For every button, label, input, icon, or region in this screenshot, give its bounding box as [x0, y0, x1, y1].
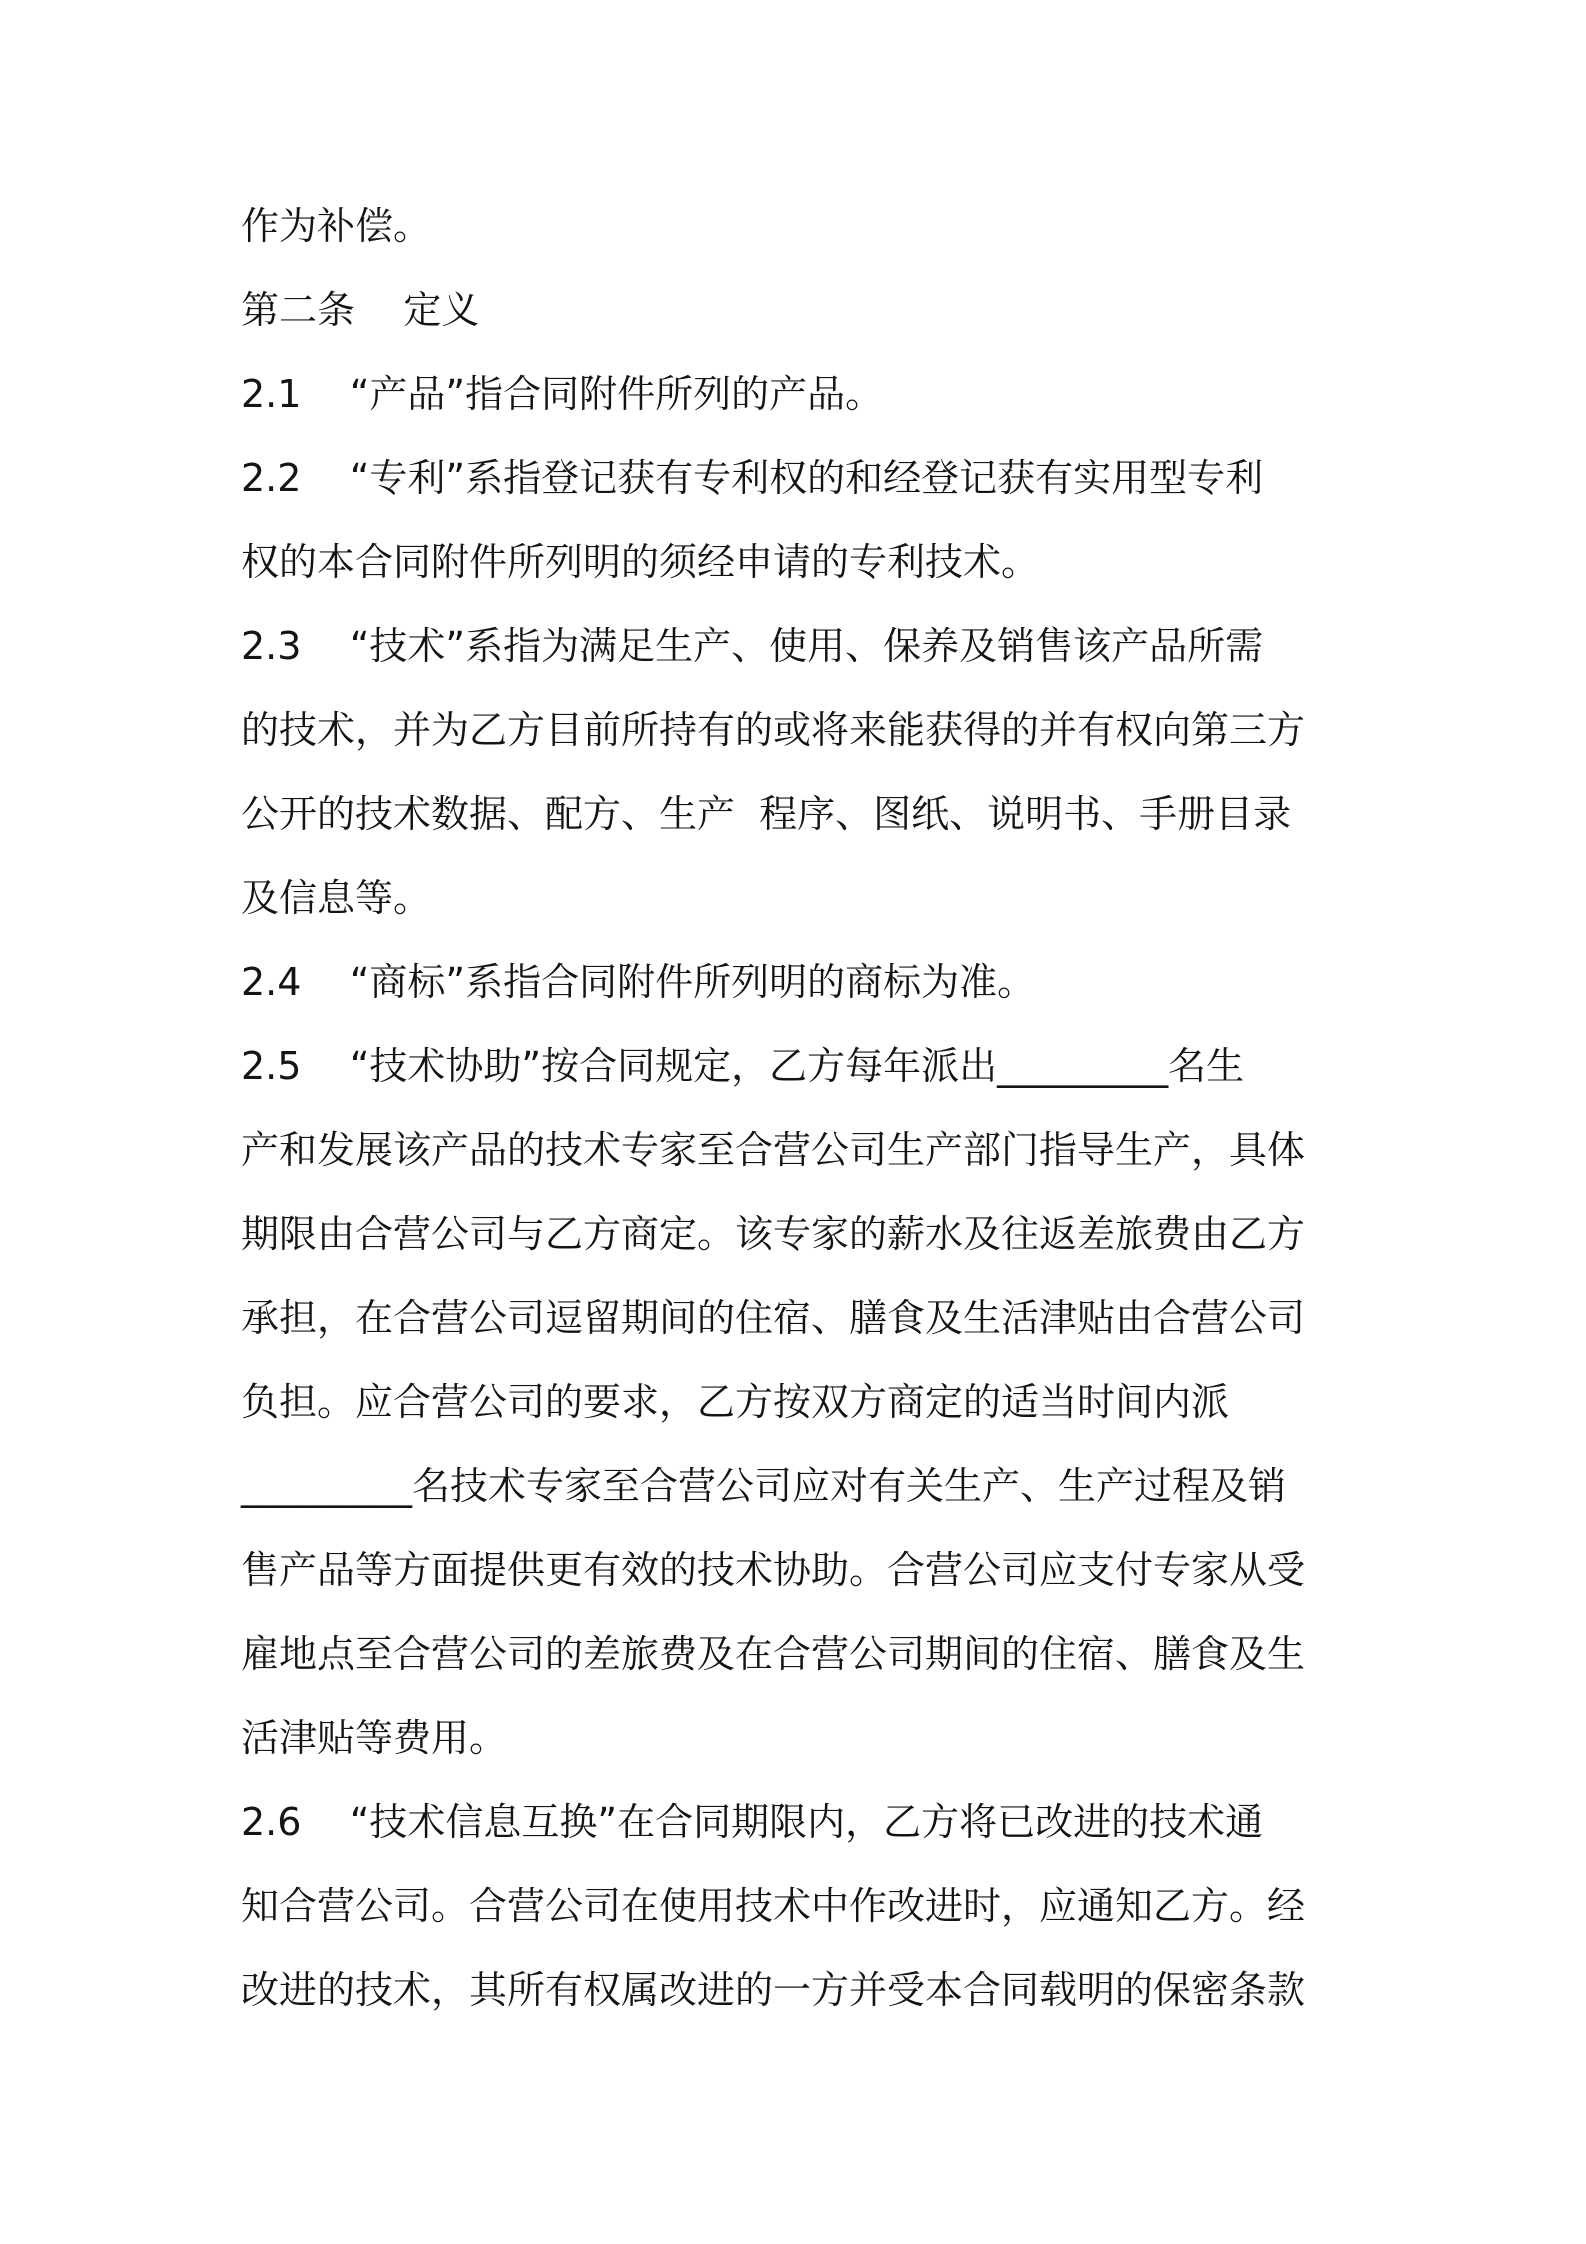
clause-2-3-line-4: 及信息等。 [241, 876, 432, 920]
clause-2-5-line-6: _________名技术专家至合营公司应对有关生产、生产过程及销 [241, 1464, 1287, 1508]
clause-2-5-line-4: 承担，在合营公司逗留期间的住宿、膳食及生活津贴由合营公司 [241, 1296, 1306, 1340]
clause-2-5-line-1: 2.5 “技术协助”按合同规定，乙方每年派出_________名生 [241, 1044, 1245, 1088]
clause-2-1: 2.1 “产品”指合同附件所列的产品。 [241, 372, 884, 416]
clause-2-5-line-3: 期限由合营公司与乙方商定。该专家的薪水及往返差旅费由乙方 [241, 1212, 1306, 1256]
clause-2-6-line-2: 知合营公司。合营公司在使用技术中作改进时，应通知乙方。经 [241, 1884, 1306, 1928]
clause-2-2-line-1: 2.2 “专利”系指登记获有专利权的和经登记获有实用型专利 [241, 456, 1264, 500]
clause-2-5-line-2: 产和发展该产品的技术专家至合营公司生产部门指导生产，具体 [241, 1128, 1306, 1172]
text-line-1: 作为补偿。 [241, 204, 432, 248]
clause-2-3-line-2: 的技术，并为乙方目前所持有的或将来能获得的并有权向第三方 [241, 708, 1306, 752]
clause-2-3-line-1: 2.3 “技术”系指为满足生产、使用、保养及销售该产品所需 [241, 624, 1264, 668]
section-heading: 第二条 定义 [241, 288, 480, 332]
clause-2-2-line-2: 权的本合同附件所列明的须经申请的专利技术。 [241, 540, 1040, 584]
clause-2-6-line-3: 改进的技术，其所有权属改进的一方并受本合同载明的保密条款 [241, 1968, 1306, 2012]
clause-2-5-line-9: 活津贴等费用。 [241, 1716, 508, 1760]
clause-2-4: 2.4 “商标”系指合同附件所列明的商标为准。 [241, 960, 1036, 1004]
clause-2-6-line-1: 2.6 “技术信息互换”在合同期限内，乙方将已改进的技术通 [241, 1800, 1264, 1844]
clause-2-5-line-5: 负担。应合营公司的要求，乙方按双方商定的适当时间内派 [241, 1380, 1230, 1424]
clause-2-5-line-8: 雇地点至合营公司的差旅费及在合营公司期间的住宿、膳食及生 [241, 1632, 1306, 1676]
clause-2-3-line-3: 公开的技术数据、配方、生产 程序、图纸、说明书、手册目录 [241, 792, 1292, 836]
clause-2-5-line-7: 售产品等方面提供更有效的技术协助。合营公司应支付专家从受 [241, 1548, 1306, 1592]
